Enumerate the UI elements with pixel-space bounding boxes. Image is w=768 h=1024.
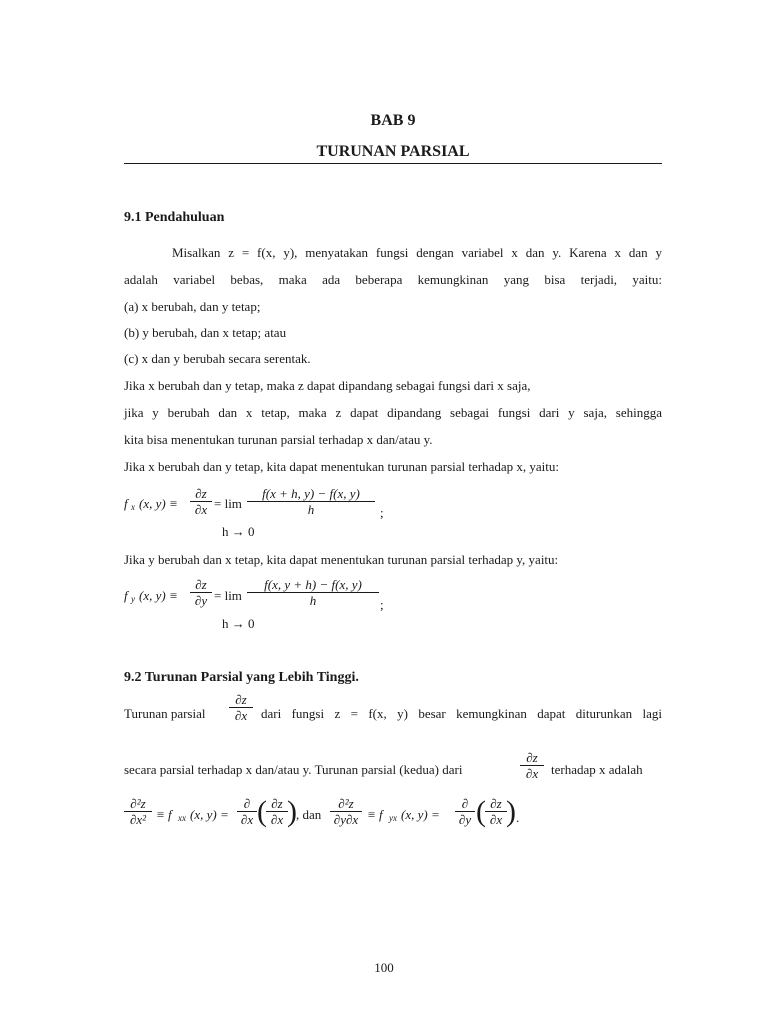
eq1-lhs-f: f [124, 496, 128, 511]
eq3-dz-dx: $\frac{\partial z}{\partial x}$ [266, 796, 288, 827]
eq3-d2z-dydx: $\frac{\text{∂²z}}{\partial y\partial x}$ [330, 796, 362, 827]
eq3-partial-op-x: ∂ ∂x [237, 796, 257, 827]
eq3-fxx-args: (x, y) = [190, 807, 229, 822]
eq3-right-paren-2: ) [506, 795, 516, 828]
eq1-difference-quotient: $\frac{f(x + h, y) - f(x, y)}{h}$ [247, 486, 375, 517]
eq2-derivative: $\frac{\partial z}{\partial y}$ [190, 577, 212, 608]
eq3-end: . [516, 810, 520, 825]
paragraph-line: kita bisa menentukan turunan parsial terhadap x dan/atau y. [124, 432, 433, 447]
eq3-fyx: ≡ f [367, 807, 383, 822]
paragraph-line: Misalkan z = f(x, y), menyatakan fungsi dengan variabel x dan y. Karena x dan y [172, 245, 662, 260]
eq1-end: ; [380, 505, 384, 520]
text-segment: dari fungsi z = f(x, y) besar kemungkinan dapat diturunkan lagi [261, 706, 662, 721]
eq2-lhs-args: (x, y) ≡ [139, 588, 178, 603]
section-heading-9-1: 9.1 Pendahuluan [124, 210, 225, 225]
title-rule [124, 163, 662, 164]
chapter-label: BAB 9 [370, 112, 416, 129]
inline-derivative: $\frac{\partial z}{\partial x}$ [520, 750, 544, 781]
paragraph-line: Jika x berubah dan y tetap, kita dapat menentukan turunan parsial terhadap x, yaitu: [124, 459, 559, 474]
eq2-lim: = lim [214, 588, 242, 603]
eq2-lhs-f: f [124, 588, 128, 603]
list-item: (c) x dan y berubah secara serentak. [124, 351, 311, 366]
eq2-limit: h → 0 [222, 616, 255, 631]
page-number: 100 [374, 960, 394, 975]
text-segment: Turunan parsial [124, 706, 206, 721]
eq3-fxx: ≡ f [156, 807, 172, 822]
eq3-left-paren-2: ( [476, 795, 486, 828]
eq1-lim: = lim [214, 496, 242, 511]
inline-derivative: $\frac{\partial z}{\partial x}$ [229, 692, 253, 723]
paragraph-line: Jika y berubah dan x tetap, kita dapat menentukan turunan parsial terhadap y, yaitu: [124, 552, 559, 567]
eq2-end: ; [380, 597, 384, 612]
eq3-right-paren: ) [287, 795, 297, 828]
eq3-fyx-args: (x, y) = [401, 807, 440, 822]
eq3-fxx-sub: xx [178, 813, 186, 823]
eq3-dz-dx-2: $\frac{\partial z}{\partial x}$ [485, 796, 507, 827]
list-item: (a) x berubah, dan y tetap; [124, 299, 261, 314]
eq3-left-paren: ( [257, 795, 267, 828]
eq3-dan: , dan [296, 807, 322, 822]
paragraph-line: Jika x berubah dan y tetap, maka z dapat dipandang sebagai fungsi dari x saja, [124, 378, 531, 393]
eq3-fyx-sub: yx [389, 813, 397, 823]
list-item: (b) y berubah, dan x tetap; atau [124, 325, 287, 340]
eq3-partial-op-y: ∂ ∂y [455, 796, 475, 827]
eq3-d2z-dx2: $\frac{\text{∂²z}}{\text{∂x²}}$ [124, 796, 152, 827]
paragraph-line: adalah variabel bebas, maka ada beberapa kemungkinan yang bisa terjadi, yaitu: [124, 272, 662, 287]
chapter-title: TURUNAN PARSIAL [316, 143, 470, 160]
section-heading-9-2: 9.2 Turunan Parsial yang Lebih Tinggi. [124, 670, 359, 685]
paragraph-line: jika y berubah dan x tetap, maka z dapat dipandang sebagai fungsi dari y saja, sehingga [124, 405, 662, 420]
eq2-lhs-sub: y [131, 594, 135, 604]
eq1-limit: h → 0 [222, 524, 255, 539]
eq1-derivative: $\frac{\partial z}{\partial x}$ [190, 486, 212, 517]
eq2-difference-quotient: $\frac{f(x, y + h) - f(x, y)}{h}$ [247, 577, 379, 608]
text-segment: terhadap x adalah [551, 762, 643, 777]
eq1-lhs-args: (x, y) ≡ [139, 496, 178, 511]
eq1-lhs-sub: x [131, 502, 135, 512]
text-segment: secara parsial terhadap x dan/atau y. Turunan parsial (kedua) dari [124, 762, 463, 777]
